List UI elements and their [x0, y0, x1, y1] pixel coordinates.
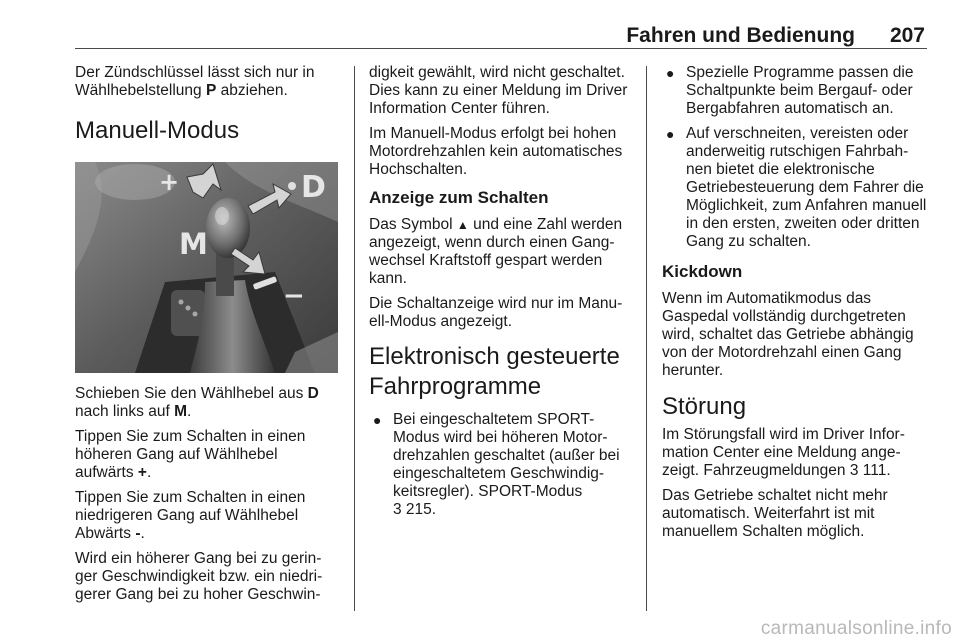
- heading-kickdown: Kickdown: [662, 262, 743, 281]
- page-reference-link[interactable]: 3 215.: [393, 501, 437, 518]
- paragraph-manual-only: Das Getriebe schaltet nicht mehr automatisch. Weiterfahrt ist mit manuellem Schalten möglich.: [662, 487, 888, 540]
- instruction-upshift: Tippen Sie zum Schalten in einen höheren Gang auf Wählhebel aufwärts +.: [75, 428, 306, 481]
- column-1: [75, 64, 340, 611]
- intro-paragraph: Der Zündschlüssel lässt sich nur in Wählhebelstellung P abziehen.: [75, 64, 315, 99]
- column-divider-2: [646, 66, 647, 611]
- page-number: 207: [889, 24, 925, 47]
- bullet-icon: ●: [373, 412, 382, 428]
- page-reference-link[interactable]: 3 111.: [849, 462, 891, 479]
- page-header: [75, 0, 927, 49]
- heading-shift-indicator: Anzeige zum Schalten: [369, 188, 549, 207]
- figure-label-d: D: [301, 170, 326, 205]
- list-item: ● Spezielle Programme passen die Schaltpunkte beim Bergauf- oder Bergabfahren automatisch an.: [666, 64, 914, 117]
- list-item: ● Auf verschneiten, vereisten oder anderweitig rutschigen Fahrbah-nen bietet die elektronische Getriebesteuerung dem Fahrer die Möglichkeit, zum Anfahren manuell in den ersten, zweiten oder dritten Gang zu schalten.: [666, 125, 927, 250]
- upshift-triangle-icon: ▲: [456, 218, 469, 232]
- watermark: carmanualsonline.info: [760, 618, 952, 639]
- figure-label-minus: −: [283, 281, 305, 311]
- paragraph-speed-warning: Wird ein höherer Gang bei zu gerin-ger Geschwindigkeit bzw. ein niedri-gerer Gang bei zu hoher Geschwin-: [75, 550, 323, 603]
- column-3: [662, 64, 928, 548]
- drive-programs-list-continued: [662, 64, 928, 251]
- column-2: [369, 64, 635, 526]
- drive-programs-list: [369, 411, 635, 519]
- paragraph-shift-symbol: Das Symbol ▲ und eine Zahl werden angezeigt, wenn durch einen Gang-wechsel Kraftstoff gespart werden kann.: [369, 216, 623, 287]
- figure-label-plus: +: [159, 168, 180, 196]
- heading-malfunction: Störung: [662, 393, 747, 420]
- column-divider-1: [354, 66, 355, 611]
- paragraph-continued: digkeit gewählt, wird nicht geschaltet. Dies kann zu einer Meldung im Driver Information Center führen.: [369, 64, 628, 117]
- paragraph-indicator-manual: Die Schaltanzeige wird nur im Manu-ell-Modus angezeigt.: [369, 295, 623, 330]
- paragraph-malfunction: Im Störungsfall wird im Driver Infor-mation Center eine Meldung ange-zeigt. Fahrzeugmeldungen 3 111.: [662, 426, 905, 479]
- paragraph-no-upshift: Im Manuell-Modus erfolgt bei hohen Motordrehzahlen kein automatisches Hochschalten.: [369, 125, 623, 178]
- instruction-downshift: Tippen Sie zum Schalten in einen niedrigeren Gang auf Wählhebel Abwärts -.: [75, 489, 306, 542]
- figure-label-m: M: [179, 227, 208, 261]
- paragraph-kickdown: Wenn im Automatikmodus das Gaspedal vollständig durchgetreten wird, schaltet das Getriebe abhängig von der Motordrehzahl einen Gang herunter.: [662, 290, 914, 379]
- chapter-title: Fahren und Bedienung: [626, 24, 855, 47]
- heading-drive-programs: Elektronisch gesteuerte Fahrprogramme: [369, 343, 620, 400]
- list-item: ● Bei eingeschaltetem SPORT-Modus wird bei höheren Motor-drehzahlen geschaltet (außer bei eingeschaltetem Geschwindig-keitsregler). SPORT-Modus 3 215.: [373, 411, 620, 518]
- bullet-icon: ●: [666, 65, 675, 81]
- instruction-move-lever: Schieben Sie den Wählhebel aus D nach links auf M.: [75, 385, 319, 420]
- gear-lever-illustration: [75, 162, 338, 373]
- gear-lever-figure: [75, 162, 338, 373]
- heading-manual-mode: Manuell-Modus: [75, 117, 240, 144]
- bullet-icon: ●: [666, 126, 675, 142]
